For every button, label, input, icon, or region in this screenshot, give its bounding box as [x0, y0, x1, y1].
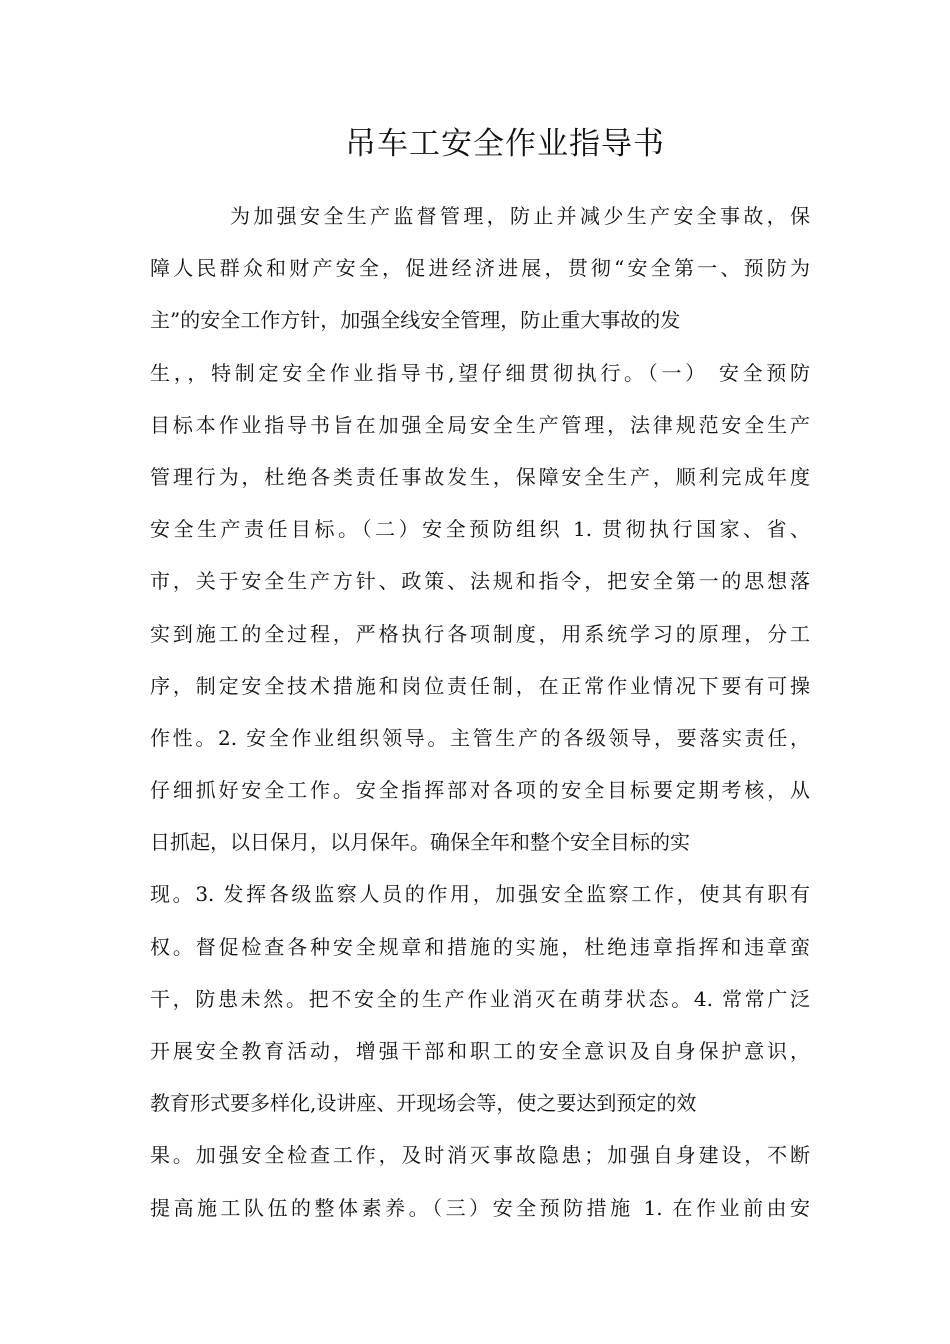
body-line: 现。3. 发挥各级监察人员的作用，加强安全监察工作，使其有职有	[150, 882, 810, 907]
body-line: 生，，特制定安全作业指导书,望仔细贯彻执行。（一） 安全预防	[150, 360, 810, 385]
body-line: 序，制定安全技术措施和岗位责任制，在正常作业情况下要有可操	[150, 673, 810, 698]
body-line: 提高施工队伍的整体素养。（三）安全预防措施 1. 在作业前由安	[150, 1195, 810, 1220]
body-line: 实到施工的全过程，严格执行各项制度，用系统学习的原理，分工	[150, 621, 810, 646]
body-line: 权。督促检查各种安全规章和措施的实施，杜绝违章指挥和违章蛮	[150, 934, 810, 959]
body-line: 仔细抓好安全工作。安全指挥部对各项的安全目标要定期考核，从	[150, 778, 810, 803]
document-title: 吊车工安全作业指导书	[345, 126, 665, 162]
body-line: 管理行为，杜绝各类责任事故发生，保障安全生产，顺利完成年度	[150, 464, 810, 489]
body-line: 目标本作业指导书旨在加强全局安全生产管理，法律规范安全生产	[150, 412, 810, 437]
body-line: 日抓起，以日保月，以月保年。确保全年和整个安全目标的实	[150, 830, 690, 855]
body-line: 安全生产责任目标。（二）安全预防组织 1. 贯彻执行国家、省、	[150, 517, 810, 542]
body-line: 干，防患未然。把不安全的生产作业消灭在萌芽状态。4. 常常广泛	[150, 986, 810, 1011]
body-line: 市，关于安全生产方针、政策、法规和指令，把安全第一的思想落	[150, 569, 810, 594]
body-line: 果。加强安全检查工作，及时消灭事故隐患；加强自身建设，不断	[150, 1143, 810, 1168]
body-line: 为加强安全生产监督管理，防止并减少生产安全事故，保	[230, 204, 810, 228]
body-line: 障人民群众和财产安全，促进经济进展，贯彻“安全第一、预防为	[150, 256, 810, 281]
document-body	[150, 194, 810, 1238]
body-line: 主”的安全工作方针，加强全线安全管理，防止重大事故的发	[150, 308, 681, 333]
body-line: 开展安全教育活动，增强干部和职工的安全意识及自身保护意识，	[150, 1039, 810, 1063]
body-line: 作性。2. 安全作业组织领导。主管生产的各级领导，要落实责任，	[150, 725, 810, 750]
body-line: 教育形式要多样化,设讲座、开现场会等，使之要达到预定的效	[150, 1091, 697, 1116]
